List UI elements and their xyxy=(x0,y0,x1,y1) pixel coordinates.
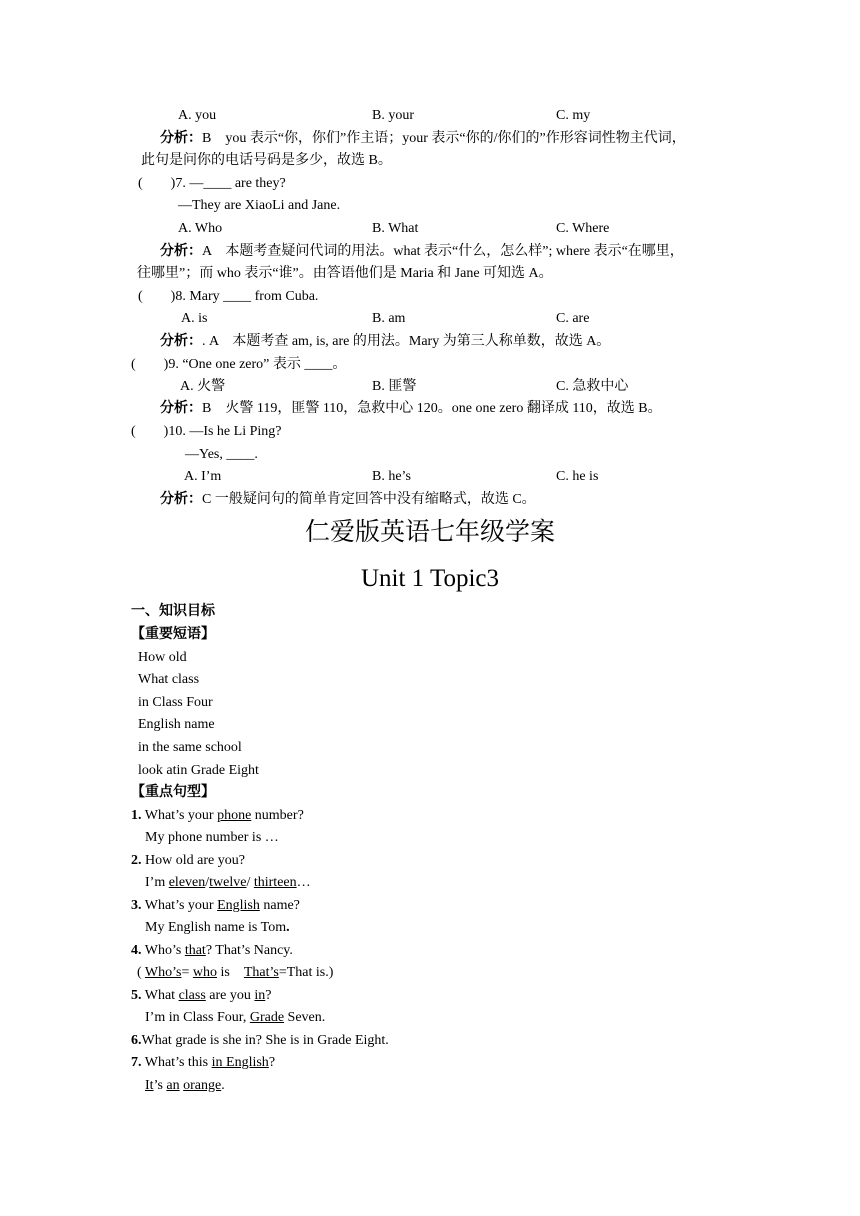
q8-option-a: A. is xyxy=(181,311,208,326)
sentence-1: 1. What’s your phone number? xyxy=(131,808,304,823)
q8-option-c: C. are xyxy=(556,311,590,326)
sentence-5: 5. What class are you in? xyxy=(131,988,272,1003)
q7-option-b: B. What xyxy=(372,221,419,236)
q10-option-b: B. he’s xyxy=(372,469,411,484)
analysis-label: 分析： xyxy=(160,244,202,259)
q10-option-c: C. he is xyxy=(556,469,599,484)
section-heading: 一、知识目标 xyxy=(131,604,215,619)
sentence-7: 7. What’s this in English? xyxy=(131,1055,276,1070)
q8-option-b: B. am xyxy=(372,311,406,326)
sentence-3: 3. What’s your English name? xyxy=(131,898,300,913)
q6-analysis-cont: 此句是问你的电话号码是多少，故选 B。 xyxy=(141,153,392,168)
sentence-6: 6.What grade is she in? She is in Grade Eight. xyxy=(131,1033,389,1048)
analysis-label: 分析： xyxy=(160,492,202,507)
sentence-1-reply: My phone number is … xyxy=(145,830,279,845)
q8-analysis: 分析：. A 本题考查 am, is, are 的用法。Mary 为第三人称单数，故选 A。 xyxy=(160,334,611,349)
analysis-label: 分析： xyxy=(160,334,202,349)
q9-analysis: 分析：B 火警 119，匪警 110，急救中心 120。one one zero 翻译成 110，故选 B。 xyxy=(160,401,662,416)
q7-answer-line: —They are XiaoLi and Jane. xyxy=(178,198,341,213)
q7-analysis-cont: 往哪里”；而 who 表示“谁”。由答语他们是 Maria 和 Jane 可知选 A。 xyxy=(137,266,553,281)
q7-analysis: 分析：A 本题考查疑问代词的用法。what 表示“什么，怎么样”; where 表示“在哪里， xyxy=(160,244,684,259)
q9-option-a: A. 火警 xyxy=(180,379,226,394)
q10-analysis: 分析：C 一般疑问句的简单肯定回答中没有缩略式，故选 C。 xyxy=(160,492,536,507)
q6-option-c: C. my xyxy=(556,108,591,123)
q7-option-c: C. Where xyxy=(556,221,610,236)
sentence-7-reply: It’s an orange. xyxy=(145,1078,225,1093)
analysis-label: 分析： xyxy=(160,131,202,146)
phrase-item: What class xyxy=(138,672,200,687)
q10-option-a: A. I’m xyxy=(184,469,222,484)
q10-answer-line: —Yes, ____. xyxy=(185,447,258,462)
q10-stem: ( )10. —Is he Li Ping? xyxy=(131,424,282,439)
sentence-4-note: ( Who’s= who is That’s=That is.) xyxy=(137,965,334,980)
page-title: 仁爱版英语七年级学案 xyxy=(304,519,555,546)
sentence-5-reply: I’m in Class Four, Grade Seven. xyxy=(145,1010,326,1025)
sentences-heading: 【重点句型】 xyxy=(131,785,215,800)
q9-stem: ( )9. “One one zero” 表示 ____。 xyxy=(131,357,347,372)
q9-option-b: B. 匪警 xyxy=(372,379,417,394)
sentence-3-reply: My English name is Tom. xyxy=(145,920,290,935)
q6-analysis: 分析：B you 表示“你，你们”作主语；your 表示“你的/你们的”作形容词性物主代词， xyxy=(160,131,686,146)
phrases-heading: 【重要短语】 xyxy=(131,627,215,642)
analysis-label: 分析： xyxy=(160,401,202,416)
q8-stem: ( )8. Mary ____ from Cuba. xyxy=(138,289,319,304)
phrase-item: How old xyxy=(138,650,187,665)
q6-option-b: B. your xyxy=(372,108,414,123)
sentence-2: 2. How old are you? xyxy=(131,853,245,868)
q9-option-c: C. 急救中心 xyxy=(556,379,629,394)
phrase-item: in the same school xyxy=(138,740,242,755)
sentence-4: 4. Who’s that? That’s Nancy. xyxy=(131,943,293,958)
page-subtitle: Unit 1 Topic3 xyxy=(360,565,500,592)
q6-option-a: A. you xyxy=(178,108,217,123)
phrase-item: English name xyxy=(138,717,215,732)
q7-stem: ( )7. —____ are they? xyxy=(138,176,286,191)
sentence-2-reply: I’m eleven/twelve/ thirteen… xyxy=(145,875,311,890)
phrase-item: in Class Four xyxy=(138,695,213,710)
q7-option-a: A. Who xyxy=(178,221,223,236)
phrase-item: look atin Grade Eight xyxy=(138,763,259,778)
